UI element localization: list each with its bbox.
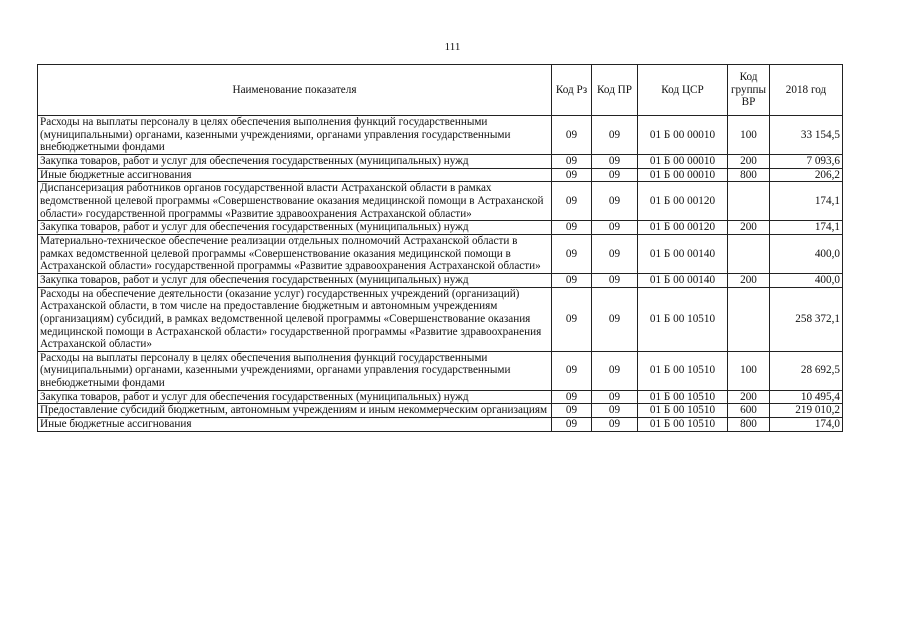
row-name-cell: Закупка товаров, работ и услуг для обеспечения государственных (муниципальных) нужд: [38, 390, 552, 404]
row-name-cell: Расходы на выплаты персоналу в целях обеспечения выполнения функций государственными (муниципальными) органами, казенными учреждениями, органами управления государственными внебюджетными фондами: [38, 351, 552, 390]
row-csr-cell: 01 Б 00 10510: [638, 404, 728, 418]
budget-table: [37, 64, 843, 432]
table-header: [38, 65, 843, 116]
table-body: [38, 116, 843, 432]
row-vr-cell: [728, 287, 770, 351]
row-amount-cell: 174,1: [770, 221, 843, 235]
row-amount-cell: 174,0: [770, 418, 843, 432]
row-name-cell: Закупка товаров, работ и услуг для обеспечения государственных (муниципальных) нужд: [38, 273, 552, 287]
header-amount: 2018 год: [770, 65, 843, 116]
row-csr-cell: 01 Б 00 00010: [638, 168, 728, 182]
row-name-cell: Иные бюджетные ассигнования: [38, 168, 552, 182]
page-number: 111: [444, 41, 461, 53]
row-amount-cell: 10 495,4: [770, 390, 843, 404]
row-pr-cell: 09: [592, 182, 638, 221]
row-rz-cell: 09: [552, 351, 592, 390]
row-vr-cell: 200: [728, 390, 770, 404]
row-rz-cell: 09: [552, 287, 592, 351]
row-name-cell: Диспансеризация работников органов государственной власти Астраханской области в рамках ведомственной целевой программы «Совершенствование оказания медицинской помощи в Астраханской области» государственной программы «Развитие здравоохранения Астраханской области»: [38, 182, 552, 221]
row-vr-cell: 200: [728, 273, 770, 287]
table-row: [38, 287, 843, 351]
row-pr-cell: 09: [592, 168, 638, 182]
row-amount-cell: 400,0: [770, 273, 843, 287]
row-pr-cell: 09: [592, 390, 638, 404]
table-row: [38, 418, 843, 432]
row-pr-cell: 09: [592, 404, 638, 418]
row-amount-cell: 258 372,1: [770, 287, 843, 351]
row-vr-cell: 200: [728, 221, 770, 235]
row-csr-cell: 01 Б 00 00140: [638, 234, 728, 273]
row-csr-cell: 01 Б 00 00010: [638, 154, 728, 168]
row-amount-cell: 219 010,2: [770, 404, 843, 418]
row-vr-cell: 200: [728, 154, 770, 168]
row-pr-cell: 09: [592, 154, 638, 168]
row-csr-cell: 01 Б 00 00010: [638, 116, 728, 155]
row-amount-cell: 206,2: [770, 168, 843, 182]
row-csr-cell: 01 Б 00 10510: [638, 390, 728, 404]
row-rz-cell: 09: [552, 221, 592, 235]
row-pr-cell: 09: [592, 234, 638, 273]
table-row: [38, 154, 843, 168]
row-name-cell: Иные бюджетные ассигнования: [38, 418, 552, 432]
row-rz-cell: 09: [552, 116, 592, 155]
row-rz-cell: 09: [552, 418, 592, 432]
row-rz-cell: 09: [552, 154, 592, 168]
row-amount-cell: 174,1: [770, 182, 843, 221]
header-vr: Код группы ВР: [728, 65, 770, 116]
table-row: [38, 182, 843, 221]
row-vr-cell: 800: [728, 168, 770, 182]
row-name-cell: Закупка товаров, работ и услуг для обеспечения государственных (муниципальных) нужд: [38, 221, 552, 235]
row-rz-cell: 09: [552, 234, 592, 273]
table-row: [38, 404, 843, 418]
row-rz-cell: 09: [552, 168, 592, 182]
header-pr: Код ПР: [592, 65, 638, 116]
row-name-cell: Материально-техническое обеспечение реализации отдельных полномочий Астраханской области в рамках ведомственной целевой программы «Совершенствование оказания медицинской помощи в Астраханской области» государственной программы «Развитие здравоохранения Астраханской области»: [38, 234, 552, 273]
row-name-cell: Предоставление субсидий бюджетным, автономным учреждениям и иным некоммерческим организациям: [38, 404, 552, 418]
table-row: [38, 390, 843, 404]
row-pr-cell: 09: [592, 116, 638, 155]
table-row: [38, 221, 843, 235]
row-pr-cell: 09: [592, 221, 638, 235]
row-name-cell: Расходы на выплаты персоналу в целях обеспечения выполнения функций государственными (муниципальными) органами, казенными учреждениями, органами управления государственными внебюджетными фондами: [38, 116, 552, 155]
row-rz-cell: 09: [552, 404, 592, 418]
row-vr-cell: 800: [728, 418, 770, 432]
row-pr-cell: 09: [592, 273, 638, 287]
header-rz: Код Рз: [552, 65, 592, 116]
table-row: [38, 168, 843, 182]
row-amount-cell: 400,0: [770, 234, 843, 273]
row-rz-cell: 09: [552, 182, 592, 221]
table-row: [38, 234, 843, 273]
row-vr-cell: [728, 182, 770, 221]
row-vr-cell: 100: [728, 351, 770, 390]
row-csr-cell: 01 Б 00 00140: [638, 273, 728, 287]
header-name: Наименование показателя: [38, 65, 552, 116]
row-pr-cell: 09: [592, 418, 638, 432]
row-vr-cell: [728, 234, 770, 273]
row-vr-cell: 600: [728, 404, 770, 418]
table-row: [38, 351, 843, 390]
row-amount-cell: 7 093,6: [770, 154, 843, 168]
row-csr-cell: 01 Б 00 10510: [638, 418, 728, 432]
row-csr-cell: 01 Б 00 00120: [638, 221, 728, 235]
row-csr-cell: 01 Б 00 10510: [638, 287, 728, 351]
row-pr-cell: 09: [592, 351, 638, 390]
row-amount-cell: 28 692,5: [770, 351, 843, 390]
row-vr-cell: 100: [728, 116, 770, 155]
row-name-cell: Расходы на обеспечение деятельности (оказание услуг) государственных учреждений (организаций) Астраханской области, в том числе на предоставление бюджетным и автономным учреждениям (организациям) субсидий, в рамках ведомственной целевой программы «Совершенствование оказания медицинской помощи в Астраханской области» государственной программы «Развитие здравоохранения Астраханской области»: [38, 287, 552, 351]
row-name-cell: Закупка товаров, работ и услуг для обеспечения государственных (муниципальных) нужд: [38, 154, 552, 168]
header-csr: Код ЦСР: [638, 65, 728, 116]
row-amount-cell: 33 154,5: [770, 116, 843, 155]
row-rz-cell: 09: [552, 273, 592, 287]
table-row: [38, 116, 843, 155]
row-csr-cell: 01 Б 00 00120: [638, 182, 728, 221]
row-csr-cell: 01 Б 00 10510: [638, 351, 728, 390]
table-row: [38, 273, 843, 287]
header-row: [38, 65, 843, 116]
row-pr-cell: 09: [592, 287, 638, 351]
row-rz-cell: 09: [552, 390, 592, 404]
